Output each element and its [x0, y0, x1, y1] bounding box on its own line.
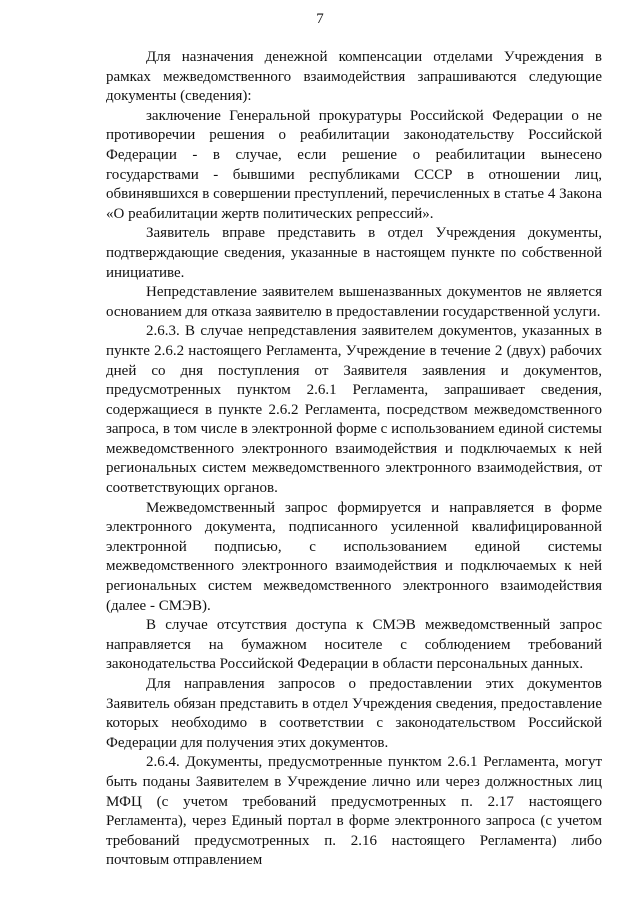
document-body — [106, 48, 602, 871]
page-number: 7 — [316, 11, 324, 27]
paragraph-no-smev-access: В случае отсутствия доступа к СМЭВ межведомственный запрос направляется на бумажном носителе с соблюдением требований законодательства Российской Федерации в области персональных данных. — [106, 617, 602, 673]
paragraph-applicant-right: Заявитель вправе представить в отдел Учреждения документы, подтверждающие сведения, указанные в настоящем пункте по собственной инициативе. — [106, 225, 602, 281]
paragraph-documents-requested: Для назначения денежной компенсации отделами Учреждения в рамках межведомственного взаимодействия запрашиваются следующие документы (сведения): — [106, 49, 602, 105]
paragraph-prosecutor-conclusion: заключение Генеральной прокуратуры Российской Федерации о не противоречии решения о реабилитации законодательству Российской Федерации - в случае, если решение о реабилитации вынесено государствами - бывшими республиками СССР в отношении лиц, обвинявшихся в совершении преступлений, перечисленных в статье 4 Закона «О реабилитации жертв политических репрессий». — [106, 107, 602, 222]
paragraph-applicant-obligation: Для направления запросов о предоставлении этих документов Заявитель обязан представить в отдел Учреждения сведения, предоставление которых необходимо в соответствии с законодательством Российской Федерации для получения этих документов. — [106, 676, 602, 751]
paragraph-interagency-request: Межведомственный запрос формируется и направляется в форме электронного документа, подписанного усиленной квалифицированной электронной подписью, с использованием единой системы межведомственного электронного взаимодействия и подключаемых к ней региональных систем межведомственного электронного взаимодействия (далее - СМЭВ). — [106, 499, 602, 614]
paragraph-2-6-3: 2.6.3. В случае непредставления заявителем документов, указанных в пункте 2.6.2 настоящего Регламента, Учреждение в течение 2 (двух) рабочих дней со дня поступления от Заявителя заявления и документов, предусмотренных пунктом 2.6.1 Регламента, запрашивает сведения, содержащиеся в пункте 2.6.2 Регламента, посредством межведомственного запроса, в том числе в электронной форме с использованием единой системы межведомственного электронного взаимодействия и подключаемых к ней региональных систем межведомственного электронного взаимодействия, от соответствующих органов. — [106, 323, 602, 497]
paragraph-non-submission: Непредставление заявителем вышеназванных документов не является основанием для отказа заявителю в предоставлении государственной услуги. — [106, 284, 602, 320]
paragraph-2-6-4: 2.6.4. Документы, предусмотренные пунктом 2.6.1 Регламента, могут быть поданы Заявителем в Учреждение лично или через должностных лиц МФЦ (с учетом требований предусмотренных п. 2.17 настоящего Регламента), через Единый портал в форме электронного запроса (с учетом требований предусмотренных п. 2.16 настоящего Регламента) либо почтовым отправлением — [106, 754, 602, 869]
